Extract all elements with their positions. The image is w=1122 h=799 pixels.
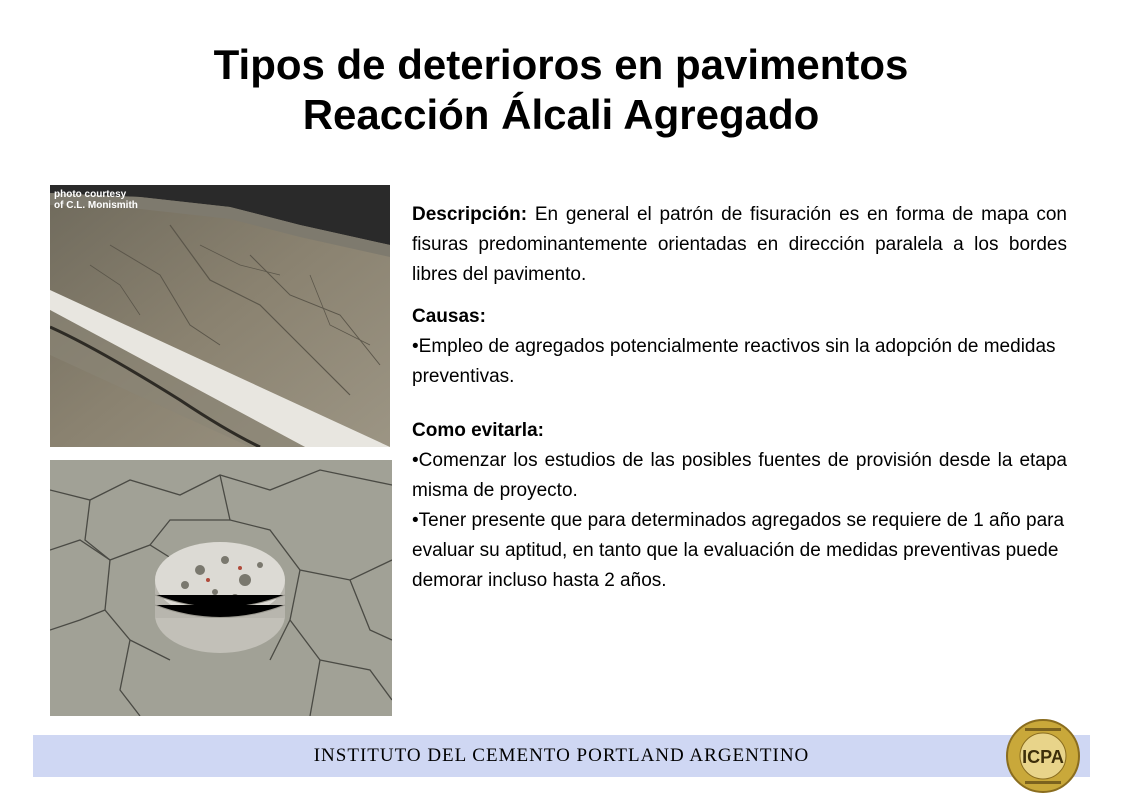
causes-item: •Empleo de agregados potencialmente reactivos sin la adopción de medidas preventivas. — [412, 336, 1056, 387]
description-label: Descripción: — [412, 204, 528, 225]
concrete-core-image — [50, 460, 392, 716]
causes-section — [412, 302, 1067, 392]
prevention-section — [412, 416, 1067, 596]
description-paragraph — [412, 200, 1067, 290]
footer-band — [33, 735, 1090, 777]
prevention-item: •Comenzar los estudios de las posibles fuentes de provisión desde la etapa misma de proyecto. — [412, 450, 1067, 501]
slide-body — [412, 200, 1067, 596]
title-line-2: Reacción Álcali Agregado — [302, 91, 820, 138]
slide-title — [0, 40, 1122, 140]
icpa-seal-icon — [1005, 718, 1081, 794]
description-text: En general el patrón de fisuración es en forma de mapa con fisuras predominantemente orientadas en dirección paralela a los bordes libres del pavimento. — [412, 204, 1067, 285]
footer-institution-name: INSTITUTO DEL CEMENTO PORTLAND ARGENTINO — [313, 745, 810, 766]
prevention-item: •Tener presente que para determinados agregados se requiere de 1 año para evaluar su aptitud, en tanto que la evaluación de medidas preventivas puede demorar incluso hasta 2 años. — [412, 510, 1065, 591]
pavement-crack-image — [50, 185, 390, 447]
title-line-1: Tipos de deterioros en pavimentos — [213, 41, 909, 88]
photo-credit: photo courtesy of C.L. Monismith — [54, 189, 138, 211]
causes-label: Causas: — [412, 306, 486, 327]
icpa-logo — [1005, 718, 1081, 794]
concrete-core-photo — [50, 460, 392, 716]
prevention-label: Como evitarla: — [412, 420, 544, 441]
pavement-crack-photo — [50, 185, 390, 447]
logo-text: ICPA — [1022, 747, 1064, 767]
